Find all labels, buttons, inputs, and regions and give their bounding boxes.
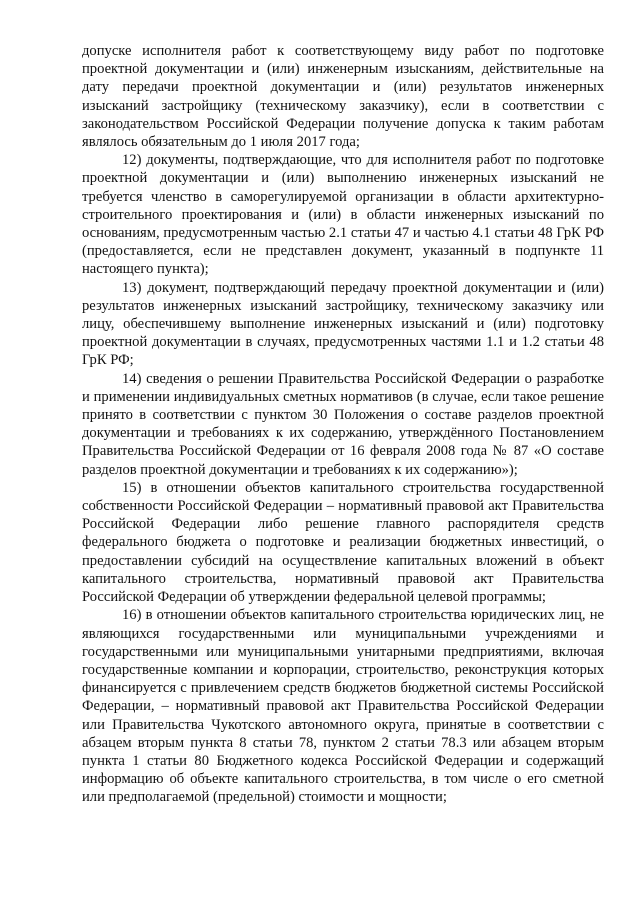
paragraph-item-15: 15) в отношении объектов капитального строительства государственной собственности Российской Федерации – нормативный правовой акт Правительства Российской Федерации либо решение главного распорядителя средств федерального бюджета о подготовке и реализации бюджетных инвестиций, о предоставлении субсидий на осуществление капитальных вложений в объект капитального строительства, нормативный правовой акт Правительства Российской Федерации об утверждении федеральной целевой программы; [82, 479, 604, 606]
paragraph-item-16: 16) в отношении объектов капитального строительства юридических лиц, не являющихся государственными или муниципальными учреждениями и государственными или муниципальными унитарными предприятиями, включая государственные компании и корпорации, строительство, реконструкция которых финансируется с привлечением средств бюджетов бюджетной системы Российской Федерации, – нормативный правовой акт Правительства Российской Федерации или Правительства Чукотского автономного округа, принятые в соответствии с абзацем вторым пункта 8 статьи 78, пунктом 2 статьи 78.3 или абзацем вторым пункта 1 статьи 80 Бюджетного кодекса Российской Федерации и содержащий информацию об объекте капитального строительства, в том числе о его сметной или предполагаемой (предельной) стоимости и мощности; [82, 607, 604, 806]
paragraph-continuation: допуске исполнителя работ к соответствующему виду работ по подготовке проектной документации и (или) инженерным изысканиям, действительные на дату передачи проектной документации и (или) результатов инженерных изысканий застройщику (техническому заказчику), если в соответствии с законодательством Российской Федерации получение допуска к таким работам являлось обязательным до 1 июля 2017 года; [82, 43, 604, 151]
paragraph-item-14: 14) сведения о решении Правительства Российской Федерации о разработке и применении индивидуальных сметных нормативов (в случае, если такое решение принято в соответствии с пунктом 30 Положения о составе разделов проектной документации и требованиях к их содержанию, утверждённого Постановлением Правительства Российской Федерации от 16 февраля 2008 года № 87 «О составе разделов проектной документации и требованиях к их содержанию»); [82, 370, 604, 478]
document-page [82, 42, 604, 807]
paragraph-item-13: 13) документ, подтверждающий передачу проектной документации и (или) результатов инженерных изысканий застройщику, техническому заказчику или лицу, обеспечившему выполнение инженерных изысканий и (или) подготовку проектной документации в случаях, предусмотренных частями 1.1 и 1.2 статьи 48 ГрК РФ; [82, 279, 604, 369]
paragraph-item-12: 12) документы, подтверждающие, что для исполнителя работ по подготовке проектной документации и (или) выполнению инженерных изысканий не требуется членство в саморегулируемой организации в области архитектурно-строительного проектирования и (или) в области инженерных изысканий по основаниям, предусмотренным частью 2.1 статьи 47 и частью 4.1 статьи 48 ГрК РФ (предоставляется, если не представлен документ, указанный в подпункте 11 настоящего пункта); [82, 152, 604, 278]
